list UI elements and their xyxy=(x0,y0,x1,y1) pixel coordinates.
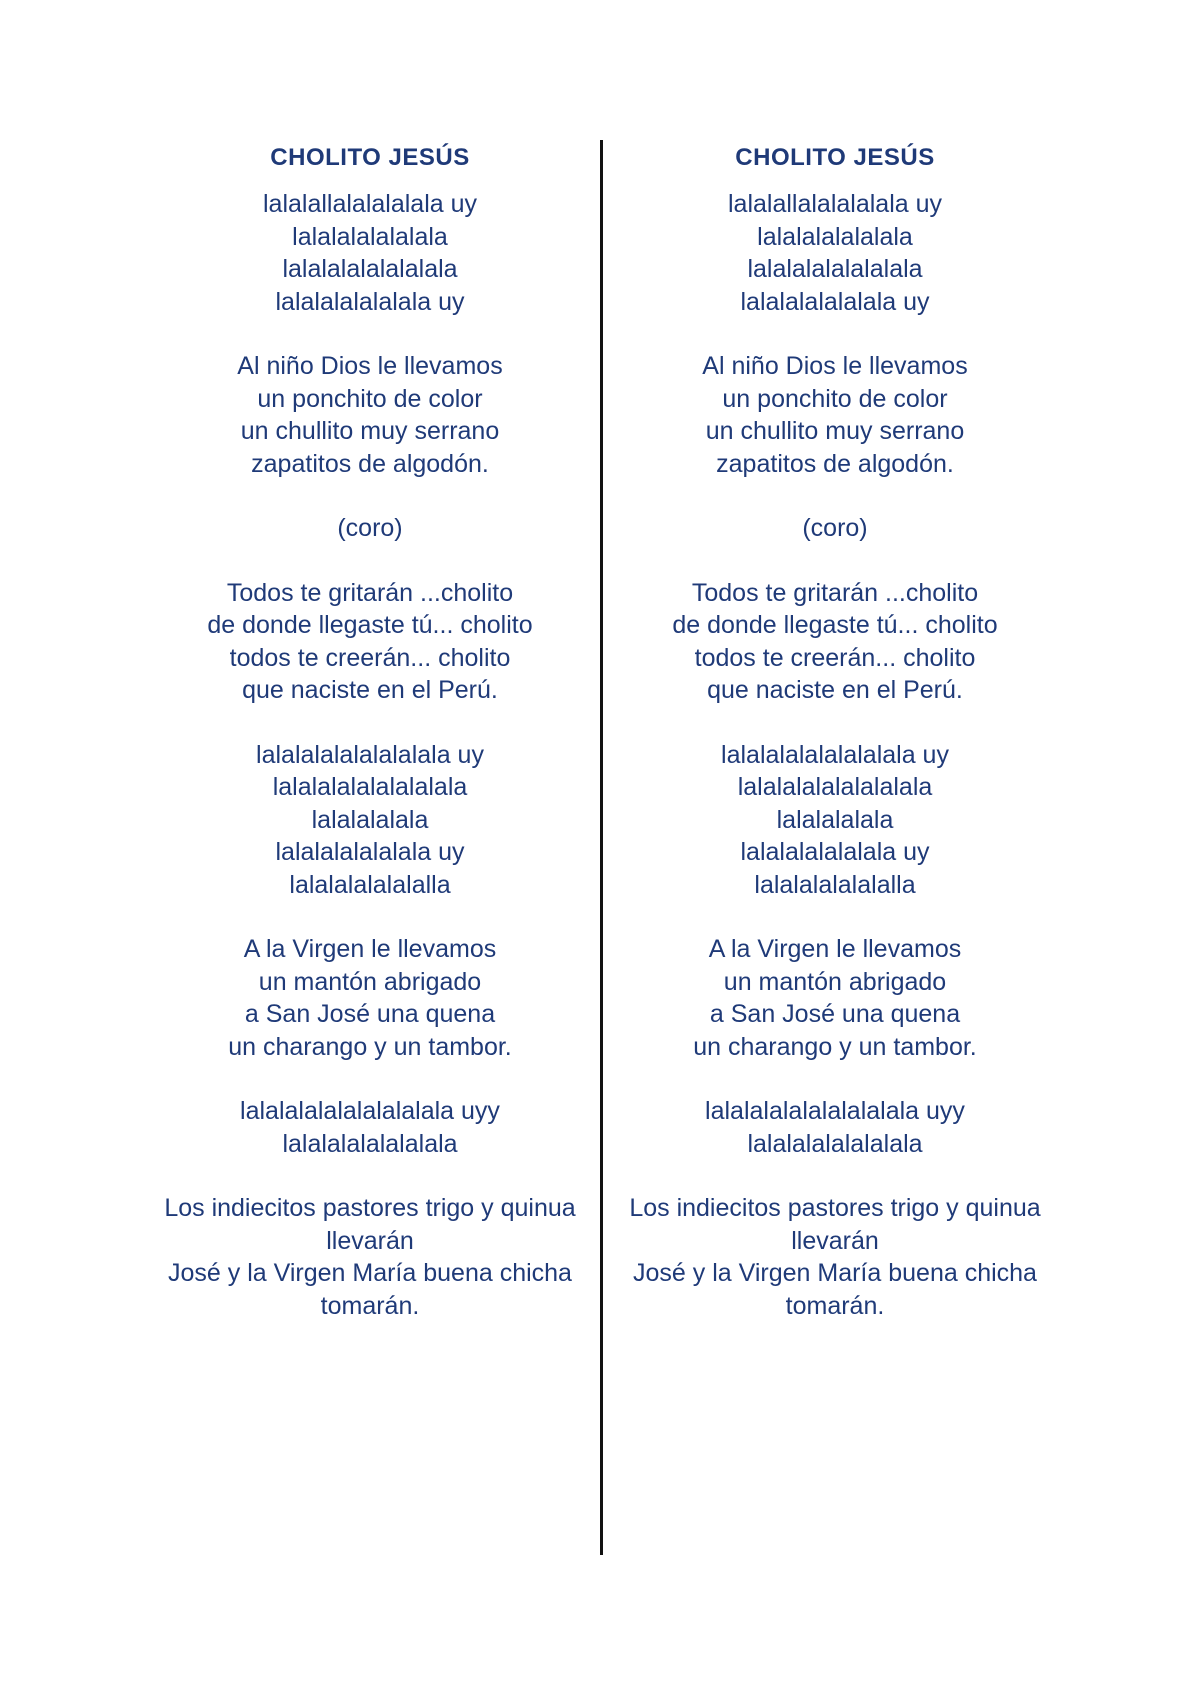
lyric-line: que naciste en el Perú. xyxy=(707,676,963,704)
lyric-line: lalalalalalalala xyxy=(757,222,913,251)
stanza-6 xyxy=(615,933,1055,1063)
lyric-line: todos te creerán... cholito xyxy=(229,643,511,672)
lyric-line: un chullito muy serrano xyxy=(240,417,500,445)
stanza-2 xyxy=(615,350,1055,480)
lyric-line: lalalalalalalala xyxy=(292,222,448,251)
lyric-line: llevarán xyxy=(326,1226,414,1255)
lyric-line: llevarán xyxy=(791,1226,879,1255)
lyric-line: un charango y un tambor. xyxy=(693,1032,977,1061)
lyric-line: a San José una quena xyxy=(709,1000,961,1028)
song-title: CHOLITO JESÚS xyxy=(270,144,470,171)
stanza-5 xyxy=(150,739,590,902)
stanza-4 xyxy=(615,577,1055,707)
lyric-line: lalalalalalalalalala xyxy=(272,773,468,801)
lyric-line: lalalallalalalalala uy xyxy=(262,190,478,218)
lyric-line: un chullito muy serrano xyxy=(705,417,965,445)
stanza-1 xyxy=(150,188,590,318)
stanza-6 xyxy=(150,933,590,1063)
stanza-1 xyxy=(615,188,1055,318)
lyric-line: lalalalalalalalalala uy xyxy=(721,740,949,769)
lyric-line: (coro) xyxy=(337,514,403,542)
lyric-line: Los indiecitos pastores trigo y quinua xyxy=(164,1194,576,1222)
lyric-line: Los indiecitos pastores trigo y quinua xyxy=(629,1194,1041,1222)
right-lyrics-column xyxy=(615,142,1055,1354)
lyric-line: lalalallalalalalala uy xyxy=(727,190,943,218)
lyric-line: un charango y un tambor. xyxy=(228,1032,512,1061)
lyric-line: Todos te gritarán ...cholito xyxy=(691,578,979,607)
lyric-line: tomarán. xyxy=(785,1291,885,1320)
lyric-line: lalalalalalalala uy xyxy=(740,287,930,316)
stanza-3 xyxy=(150,512,590,545)
lyric-line: lalalalalalalalla xyxy=(289,870,451,899)
lyric-line: tomarán. xyxy=(320,1291,420,1320)
lyric-line: lalalalalalalalla xyxy=(754,870,916,899)
lyric-line: de donde llegaste tú... cholito xyxy=(207,611,533,639)
lyric-line: Al niño Dios le llevamos xyxy=(237,352,503,380)
lyric-line: lalalalalalalalalala xyxy=(737,773,933,801)
left-lyrics-column xyxy=(150,142,590,1354)
lyric-line: lalalalalalalalalalala uyy xyxy=(705,1097,965,1125)
lyric-line: lalalalalala xyxy=(311,805,429,834)
lyric-line: un mantón abrigado xyxy=(258,967,482,996)
lyric-line: lalalalalalalalala xyxy=(747,255,923,283)
lyric-line: (coro) xyxy=(802,514,868,542)
lyric-line: José y la Virgen María buena chicha xyxy=(633,1259,1037,1287)
lyric-line: lalalalalalalalalalala uyy xyxy=(240,1097,500,1125)
stanza-5 xyxy=(615,739,1055,902)
stanza-8 xyxy=(150,1192,590,1322)
stanza-3 xyxy=(615,512,1055,545)
lyric-line: Al niño Dios le llevamos xyxy=(702,352,968,380)
lyric-line: que naciste en el Perú. xyxy=(242,676,498,704)
center-divider-line xyxy=(600,140,603,1555)
stanza-2 xyxy=(150,350,590,480)
lyric-line: un ponchito de color xyxy=(257,384,483,413)
lyric-line: lalalalalalalalalala uy xyxy=(256,740,484,769)
lyric-line: lalalalalalalalala xyxy=(282,255,458,283)
lyric-line: un mantón abrigado xyxy=(723,967,947,996)
lyric-line: un ponchito de color xyxy=(722,384,948,413)
lyric-line: A la Virgen le llevamos xyxy=(708,935,962,963)
lyric-line: lalalalalalalala uy xyxy=(275,838,465,866)
stanza-7 xyxy=(150,1095,590,1160)
stanza-7 xyxy=(615,1095,1055,1160)
lyric-line: A la Virgen le llevamos xyxy=(243,935,497,963)
lyric-line: lalalalalalalala uy xyxy=(275,287,465,316)
lyric-line: todos te creerán... cholito xyxy=(694,643,976,672)
lyric-line: José y la Virgen María buena chicha xyxy=(168,1259,572,1287)
lyric-line: Todos te gritarán ...cholito xyxy=(226,578,514,607)
lyric-line: lalalalalalalalala xyxy=(282,1129,458,1158)
lyric-line: zapatitos de algodón. xyxy=(251,449,489,478)
lyric-line: a San José una quena xyxy=(244,1000,496,1028)
lyric-line: lalalalalala xyxy=(776,805,894,834)
stanza-8 xyxy=(615,1192,1055,1322)
song-title: CHOLITO JESÚS xyxy=(735,144,935,171)
lyric-line: lalalalalalalalala xyxy=(747,1129,923,1158)
lyric-line: de donde llegaste tú... cholito xyxy=(672,611,998,639)
stanza-4 xyxy=(150,577,590,707)
lyric-line: lalalalalalalala uy xyxy=(740,838,930,866)
lyric-line: zapatitos de algodón. xyxy=(716,449,954,478)
